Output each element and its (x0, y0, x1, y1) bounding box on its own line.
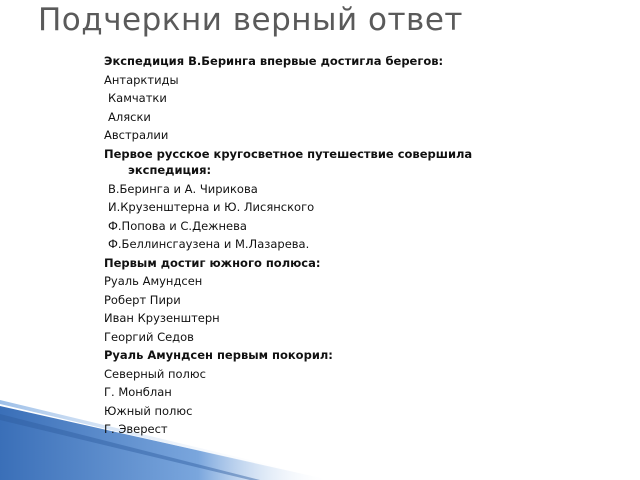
answer-4-1[interactable]: Северный полюс (104, 366, 206, 381)
answer-4-2[interactable]: Г. Монблан (104, 385, 172, 399)
answer-3-1[interactable]: Руаль Амундсен (104, 274, 203, 288)
answer-2-4[interactable]: Ф.Беллинсгаузена и М.Лазарева. (108, 237, 310, 251)
answer-1-3[interactable]: Аляски (108, 109, 151, 124)
question-2: Первое русское кругосветное путешествие совершила экспедиция: (104, 146, 473, 177)
answer-3-2[interactable]: Роберт Пири (104, 292, 181, 307)
answer-1-2[interactable]: Камчатки (108, 91, 167, 105)
question-3: Первым достиг южного полюса: (104, 255, 321, 270)
question-4: Руаль Амундсен первым покорил: (104, 348, 333, 362)
answer-4-3[interactable]: Южный полюс (104, 403, 193, 418)
answer-2-1[interactable]: В.Беринга и А. Чирикова (108, 181, 258, 196)
answer-4-4[interactable]: Г. Эверест (104, 422, 168, 436)
answer-3-4[interactable]: Георгий Седов (104, 329, 194, 344)
answer-1-4[interactable]: Австралии (104, 128, 169, 142)
question-1: Экспедиция В.Беринга впервые достигла берегов: (104, 54, 444, 68)
answer-2-3[interactable]: Ф.Попова и С.Дежнева (108, 218, 247, 233)
answer-1-1[interactable]: Антарктиды (104, 72, 179, 87)
answer-3-3[interactable]: Иван Крузенштерн (104, 311, 220, 325)
slide-title: Подчеркни верный ответ (38, 2, 463, 38)
answer-2-2[interactable]: И.Крузенштерна и Ю. Лисянского (108, 200, 315, 214)
quiz-content (104, 52, 544, 439)
